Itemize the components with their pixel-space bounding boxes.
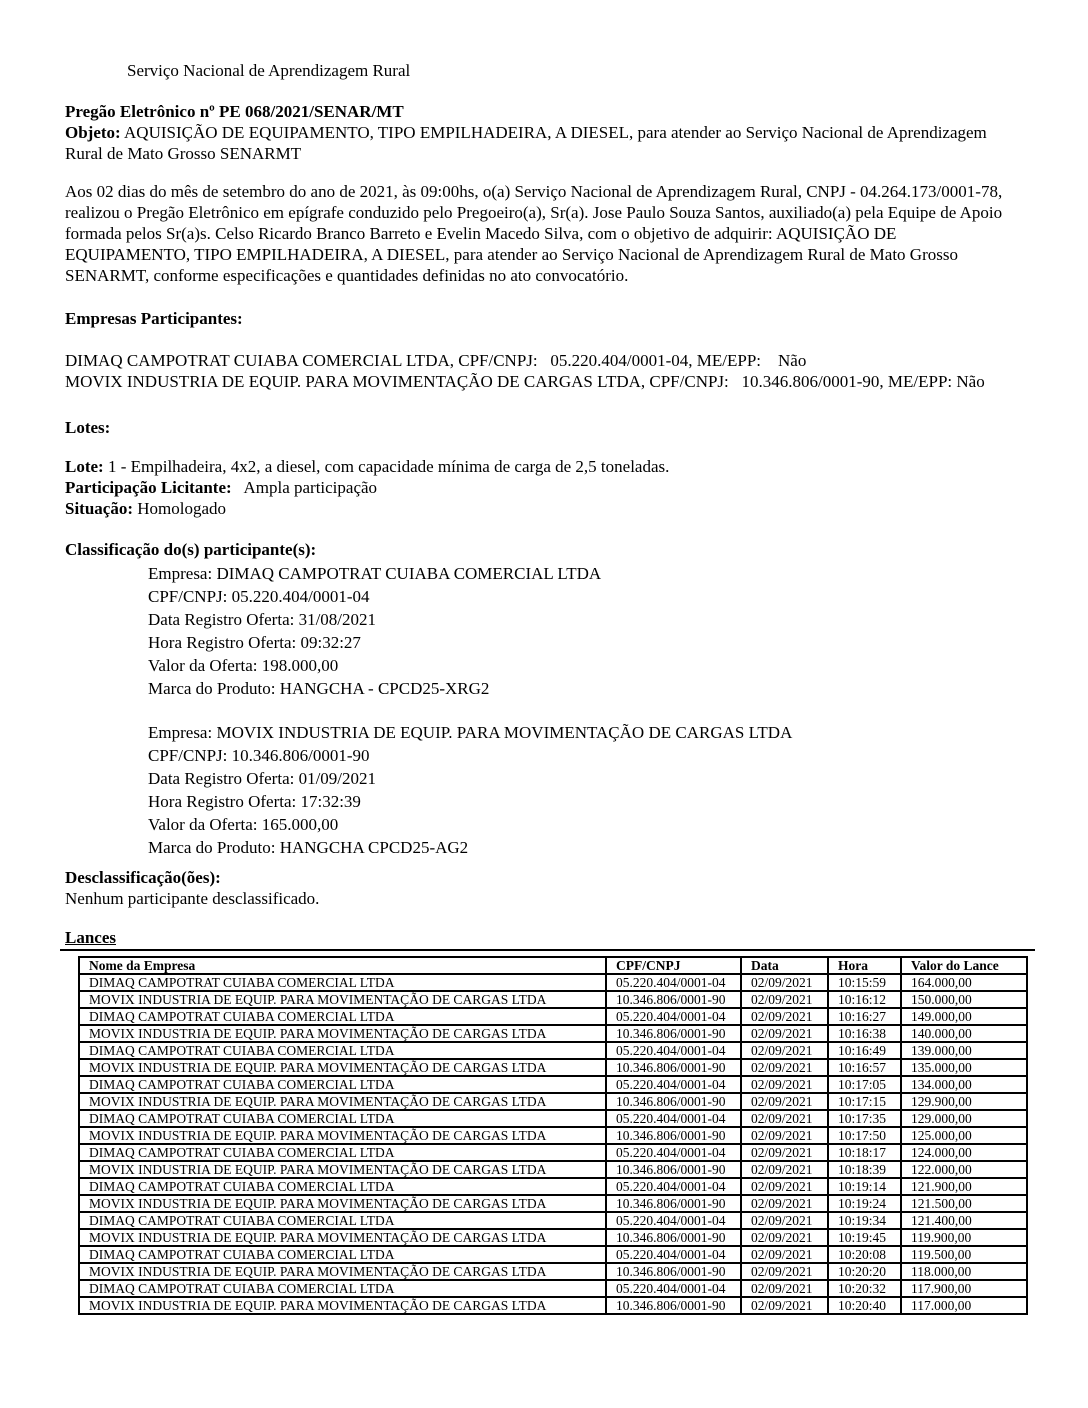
- cell-data: 02/09/2021: [741, 1212, 828, 1229]
- cell-cnpj: 10.346.806/0001-90: [606, 1093, 741, 1110]
- classificacao-heading: Classificação do(s) participante(s):: [65, 540, 317, 559]
- cell-valor: 140.000,00: [901, 1025, 1027, 1042]
- cell-cnpj: 05.220.404/0001-04: [606, 974, 741, 991]
- table-row: [79, 1229, 1027, 1246]
- cell-cnpj: 10.346.806/0001-90: [606, 1297, 741, 1314]
- classificacao-line: Data Registro Oferta: 31/08/2021: [148, 610, 377, 629]
- classificacao-block-2: [148, 721, 1015, 859]
- pregao-number: PE 068/2021/SENAR/MT: [214, 102, 404, 121]
- cell-valor: 135.000,00: [901, 1059, 1027, 1076]
- lances-table: [78, 956, 1028, 1315]
- cell-hora: 10:18:39: [828, 1161, 901, 1178]
- cell-valor: 118.000,00: [901, 1263, 1027, 1280]
- situacao-line: [65, 498, 1015, 519]
- classificacao-line: Marca do Produto: HANGCHA - CPCD25-XRG2: [148, 679, 490, 698]
- cell-data: 02/09/2021: [741, 1246, 828, 1263]
- cell-valor: 129.000,00: [901, 1110, 1027, 1127]
- cell-cnpj: 05.220.404/0001-04: [606, 1042, 741, 1059]
- intro-paragraph: Aos 02 dias do mês de setembro do ano de 2021, às 09:00hs, o(a) Serviço Nacional de Aprendizagem Rural, CNPJ - 04.264.173/0001-78, realizou o Pregão Eletrônico em epígrafe conduzido pelo Pregoeiro(a), Sr(a). Jose Paulo Souza Santos, auxiliado(a) pela Equipe de Apoio formada pelos Sr(a)s. Celso Ricardo Branco Barreto e Evelin Macedo Silva, com o objetivo de adquirir: AQUISIÇÃO DE EQUIPAMENTO, TIPO EMPILHADEIRA, A DIESEL, para atender ao Serviço Nacional de Aprendizagem Rural de Mato Grosso SENARMT, conforme especificações e quantidades definidas no ato convocatório.: [65, 182, 1003, 285]
- cell-hora: 10:16:38: [828, 1025, 901, 1042]
- lote-label: Lote:: [65, 457, 104, 476]
- cell-hora: 10:19:24: [828, 1195, 901, 1212]
- cell-hora: 10:17:15: [828, 1093, 901, 1110]
- cell-cnpj: 05.220.404/0001-04: [606, 1178, 741, 1195]
- lances-header-row: [79, 957, 1027, 974]
- cell-data: 02/09/2021: [741, 1008, 828, 1025]
- table-row: [79, 1093, 1027, 1110]
- cell-empresa: DIMAQ CAMPOTRAT CUIABA COMERCIAL LTDA: [79, 1246, 606, 1263]
- cell-empresa: DIMAQ CAMPOTRAT CUIABA COMERCIAL LTDA: [79, 1042, 606, 1059]
- lances-heading: [60, 927, 1035, 951]
- cell-hora: 10:19:34: [828, 1212, 901, 1229]
- table-row: [79, 1127, 1027, 1144]
- empresas-list: [65, 350, 1015, 392]
- objeto-line: [65, 122, 1015, 164]
- cell-cnpj: 05.220.404/0001-04: [606, 1110, 741, 1127]
- table-row: [79, 1297, 1027, 1314]
- cell-cnpj: 05.220.404/0001-04: [606, 1076, 741, 1093]
- table-row: [79, 1161, 1027, 1178]
- cell-valor: 117.000,00: [901, 1297, 1027, 1314]
- cell-cnpj: 10.346.806/0001-90: [606, 991, 741, 1008]
- cell-hora: 10:17:50: [828, 1127, 901, 1144]
- objeto-value: AQUISIÇÃO DE EQUIPAMENTO, TIPO EMPILHADEIRA, A DIESEL, para atender ao Serviço Nacional de Aprendizagem Rural de Mato Grosso SENARMT: [65, 123, 992, 163]
- classificacao-line: Valor da Oferta: 165.000,00: [148, 815, 339, 834]
- cell-data: 02/09/2021: [741, 1280, 828, 1297]
- cell-data: 02/09/2021: [741, 1093, 828, 1110]
- cell-hora: 10:16:27: [828, 1008, 901, 1025]
- cell-cnpj: 10.346.806/0001-90: [606, 1025, 741, 1042]
- cell-valor: 119.900,00: [901, 1229, 1027, 1246]
- cell-hora: 10:16:12: [828, 991, 901, 1008]
- cell-cnpj: 05.220.404/0001-04: [606, 1280, 741, 1297]
- cell-hora: 10:19:14: [828, 1178, 901, 1195]
- col-header-nome-da-empresa: Nome da Empresa: [79, 957, 606, 974]
- cell-valor: 125.000,00: [901, 1127, 1027, 1144]
- cell-data: 02/09/2021: [741, 1110, 828, 1127]
- cell-valor: 117.900,00: [901, 1280, 1027, 1297]
- objeto-label: Objeto:: [65, 123, 121, 142]
- classificacao-line: CPF/CNPJ: 10.346.806/0001-90: [148, 746, 370, 765]
- cell-cnpj: 05.220.404/0001-04: [606, 1212, 741, 1229]
- desclassificacao-heading: Desclassificação(ões):: [65, 868, 221, 887]
- cell-valor: 121.900,00: [901, 1178, 1027, 1195]
- cell-valor: 150.000,00: [901, 991, 1027, 1008]
- cell-data: 02/09/2021: [741, 1195, 828, 1212]
- cell-hora: 10:18:17: [828, 1144, 901, 1161]
- cell-valor: 124.000,00: [901, 1144, 1027, 1161]
- cell-data: 02/09/2021: [741, 1042, 828, 1059]
- classificacao-line: Empresa: DIMAQ CAMPOTRAT CUIABA COMERCIAL LTDA: [148, 564, 602, 583]
- col-header-data: Data: [741, 957, 828, 974]
- desclassificacao-text: Nenhum participante desclassificado.: [65, 889, 320, 908]
- cell-data: 02/09/2021: [741, 991, 828, 1008]
- cell-valor: 164.000,00: [901, 974, 1027, 991]
- participacao-value: Ampla participação: [231, 478, 378, 497]
- cell-empresa: DIMAQ CAMPOTRAT CUIABA COMERCIAL LTDA: [79, 974, 606, 991]
- cell-empresa: MOVIX INDUSTRIA DE EQUIP. PARA MOVIMENTAÇÃO DE CARGAS LTDA: [79, 1127, 606, 1144]
- cell-data: 02/09/2021: [741, 1229, 828, 1246]
- lotes-heading: Lotes:: [65, 418, 111, 437]
- table-row: [79, 1246, 1027, 1263]
- cell-data: 02/09/2021: [741, 1297, 828, 1314]
- cell-hora: 10:17:35: [828, 1110, 901, 1127]
- cell-hora: 10:20:08: [828, 1246, 901, 1263]
- classificacao-line: Hora Registro Oferta: 09:32:27: [148, 633, 361, 652]
- classificacao-line: Data Registro Oferta: 01/09/2021: [148, 769, 377, 788]
- lote-value: 1 - Empilhadeira, 4x2, a diesel, com capacidade mínima de carga de 2,5 toneladas.: [103, 457, 670, 476]
- cell-cnpj: 10.346.806/0001-90: [606, 1161, 741, 1178]
- cell-hora: 10:20:40: [828, 1297, 901, 1314]
- cell-data: 02/09/2021: [741, 1076, 828, 1093]
- cell-hora: 10:15:59: [828, 974, 901, 991]
- cell-data: 02/09/2021: [741, 1178, 828, 1195]
- cell-valor: 129.900,00: [901, 1093, 1027, 1110]
- cell-empresa: MOVIX INDUSTRIA DE EQUIP. PARA MOVIMENTAÇÃO DE CARGAS LTDA: [79, 1025, 606, 1042]
- table-row: [79, 1110, 1027, 1127]
- cell-valor: 121.400,00: [901, 1212, 1027, 1229]
- empresa-participante-line: DIMAQ CAMPOTRAT CUIABA COMERCIAL LTDA, CPF/CNPJ: 05.220.404/0001-04, ME/EPP: Não: [65, 351, 807, 370]
- cell-hora: 10:17:05: [828, 1076, 901, 1093]
- classificacao-line: Marca do Produto: HANGCHA CPCD25-AG2: [148, 838, 469, 857]
- cell-cnpj: 10.346.806/0001-90: [606, 1127, 741, 1144]
- cell-cnpj: 05.220.404/0001-04: [606, 1008, 741, 1025]
- table-row: [79, 1008, 1027, 1025]
- classificacao-line: Hora Registro Oferta: 17:32:39: [148, 792, 361, 811]
- cell-data: 02/09/2021: [741, 1144, 828, 1161]
- cell-empresa: MOVIX INDUSTRIA DE EQUIP. PARA MOVIMENTAÇÃO DE CARGAS LTDA: [79, 1195, 606, 1212]
- cell-hora: 10:19:45: [828, 1229, 901, 1246]
- cell-hora: 10:20:20: [828, 1263, 901, 1280]
- table-row: [79, 1144, 1027, 1161]
- cell-data: 02/09/2021: [741, 1161, 828, 1178]
- cell-data: 02/09/2021: [741, 1263, 828, 1280]
- cell-empresa: DIMAQ CAMPOTRAT CUIABA COMERCIAL LTDA: [79, 1178, 606, 1195]
- col-header-hora: Hora: [828, 957, 901, 974]
- classificacao-line: Empresa: MOVIX INDUSTRIA DE EQUIP. PARA MOVIMENTAÇÃO DE CARGAS LTDA: [148, 723, 793, 742]
- lote-line: [65, 456, 1015, 477]
- classificacao-line: CPF/CNPJ: 05.220.404/0001-04: [148, 587, 370, 606]
- table-row: [79, 1212, 1027, 1229]
- cell-valor: 149.000,00: [901, 1008, 1027, 1025]
- cell-empresa: MOVIX INDUSTRIA DE EQUIP. PARA MOVIMENTAÇÃO DE CARGAS LTDA: [79, 1161, 606, 1178]
- table-row: [79, 1178, 1027, 1195]
- pregao-label: Pregão Eletrônico nº: [65, 102, 215, 121]
- org-title: Serviço Nacional de Aprendizagem Rural: [127, 61, 411, 80]
- cell-cnpj: 10.346.806/0001-90: [606, 1229, 741, 1246]
- pregao-line: [65, 101, 1015, 122]
- cell-empresa: DIMAQ CAMPOTRAT CUIABA COMERCIAL LTDA: [79, 1110, 606, 1127]
- cell-valor: 121.500,00: [901, 1195, 1027, 1212]
- participacao-label: Participação Licitante:: [65, 478, 232, 497]
- cell-empresa: MOVIX INDUSTRIA DE EQUIP. PARA MOVIMENTAÇÃO DE CARGAS LTDA: [79, 1059, 606, 1076]
- cell-cnpj: 05.220.404/0001-04: [606, 1246, 741, 1263]
- cell-cnpj: 10.346.806/0001-90: [606, 1263, 741, 1280]
- col-header-valor-do-lance: Valor do Lance: [901, 957, 1027, 974]
- table-row: [79, 1263, 1027, 1280]
- classificacao-line: Valor da Oferta: 198.000,00: [148, 656, 339, 675]
- classificacao-block-1: [148, 562, 1015, 700]
- cell-empresa: DIMAQ CAMPOTRAT CUIABA COMERCIAL LTDA: [79, 1280, 606, 1297]
- cell-empresa: DIMAQ CAMPOTRAT CUIABA COMERCIAL LTDA: [79, 1008, 606, 1025]
- cell-empresa: MOVIX INDUSTRIA DE EQUIP. PARA MOVIMENTAÇÃO DE CARGAS LTDA: [79, 991, 606, 1008]
- cell-hora: 10:20:32: [828, 1280, 901, 1297]
- cell-empresa: DIMAQ CAMPOTRAT CUIABA COMERCIAL LTDA: [79, 1144, 606, 1161]
- table-row: [79, 1042, 1027, 1059]
- cell-empresa: MOVIX INDUSTRIA DE EQUIP. PARA MOVIMENTAÇÃO DE CARGAS LTDA: [79, 1229, 606, 1246]
- table-row: [79, 974, 1027, 991]
- empresas-heading: Empresas Participantes:: [65, 309, 243, 328]
- cell-empresa: MOVIX INDUSTRIA DE EQUIP. PARA MOVIMENTAÇÃO DE CARGAS LTDA: [79, 1093, 606, 1110]
- cell-data: 02/09/2021: [741, 1127, 828, 1144]
- table-row: [79, 1195, 1027, 1212]
- cell-data: 02/09/2021: [741, 1025, 828, 1042]
- lote-group: [65, 456, 1015, 519]
- cell-data: 02/09/2021: [741, 974, 828, 991]
- situacao-value: Homologado: [133, 499, 227, 518]
- table-row: [79, 1280, 1027, 1297]
- situacao-label: Situação:: [65, 499, 133, 518]
- cell-data: 02/09/2021: [741, 1059, 828, 1076]
- cell-valor: 139.000,00: [901, 1042, 1027, 1059]
- cell-cnpj: 10.346.806/0001-90: [606, 1059, 741, 1076]
- cell-valor: 134.000,00: [901, 1076, 1027, 1093]
- table-row: [79, 1059, 1027, 1076]
- participacao-line: [65, 477, 1015, 498]
- cell-empresa: MOVIX INDUSTRIA DE EQUIP. PARA MOVIMENTAÇÃO DE CARGAS LTDA: [79, 1297, 606, 1314]
- table-row: [79, 1025, 1027, 1042]
- cell-cnpj: 05.220.404/0001-04: [606, 1144, 741, 1161]
- cell-cnpj: 10.346.806/0001-90: [606, 1195, 741, 1212]
- cell-valor: 119.500,00: [901, 1246, 1027, 1263]
- cell-valor: 122.000,00: [901, 1161, 1027, 1178]
- table-row: [79, 991, 1027, 1008]
- cell-empresa: MOVIX INDUSTRIA DE EQUIP. PARA MOVIMENTAÇÃO DE CARGAS LTDA: [79, 1263, 606, 1280]
- col-header-cpf-cnpj: CPF/CNPJ: [606, 957, 741, 974]
- table-row: [79, 1076, 1027, 1093]
- lances-heading-label: Lances: [65, 928, 116, 947]
- cell-hora: 10:16:57: [828, 1059, 901, 1076]
- cell-empresa: DIMAQ CAMPOTRAT CUIABA COMERCIAL LTDA: [79, 1212, 606, 1229]
- empresa-participante-line: MOVIX INDUSTRIA DE EQUIP. PARA MOVIMENTAÇÃO DE CARGAS LTDA, CPF/CNPJ: 10.346.806/0001-90, ME/EPP: Não: [65, 372, 985, 391]
- cell-hora: 10:16:49: [828, 1042, 901, 1059]
- lances-table-body: [79, 974, 1027, 1314]
- cell-empresa: DIMAQ CAMPOTRAT CUIABA COMERCIAL LTDA: [79, 1076, 606, 1093]
